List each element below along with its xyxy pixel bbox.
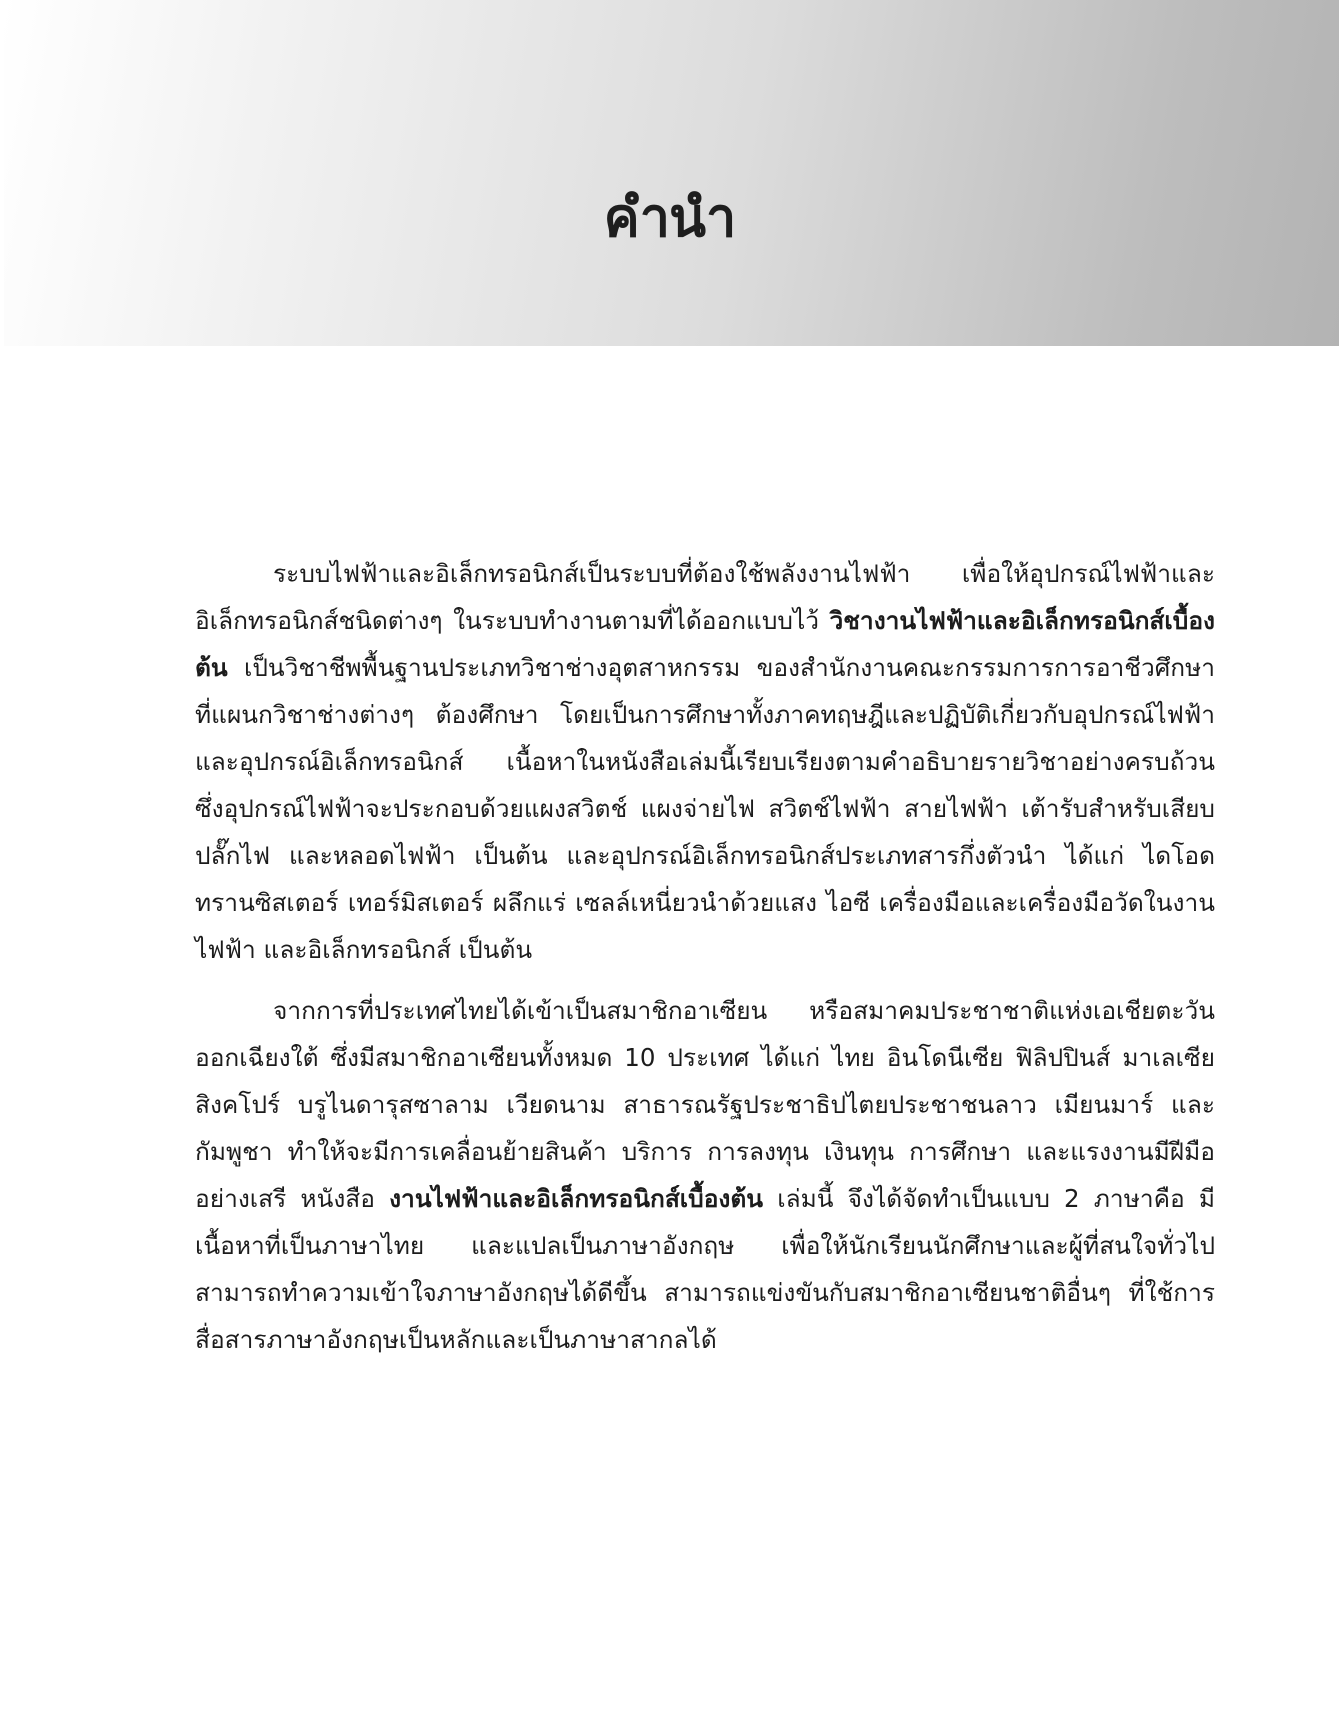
paragraph-2-bold-book-name: งานไฟฟ้าและอิเล็กทรอนิกส์เบื้องต้น xyxy=(389,1184,764,1213)
page-title: คำนำ xyxy=(603,186,736,249)
paragraph-1-text-end: เป็นวิชาชีพพื้นฐานประเภทวิชาช่างอุตสาหกรรม ของสำนักงานคณะกรรมการการอาชีวศึกษา ที่แผนกวิชาช่างต่างๆ ต้องศึกษา โดยเป็นการศึกษาทั้งภาคทฤษฎีและปฏิบัติเกี่ยวกับอุปกรณ์ไฟฟ้าและอุปกรณ์อิเล็กทรอนิกส์ เนื้อหาในหนังสือเล่มนี้เรียบเรียงตามคำอธิบายรายวิชาอย่างครบถ้วน ซึ่งอุปกรณ์ไฟฟ้าจะประกอบด้วยแผงสวิตช์ แผงจ่ายไฟ สวิตช์ไฟฟ้า สายไฟฟ้า เต้ารับสำหรับเสียบปลั๊กไฟ และหลอดไฟฟ้า เป็นต้น และอุปกรณ์อิเล็กทรอนิกส์ประเภทสารกึ่งตัวนำ ได้แก่ ไดโอด ทรานซิสเตอร์ เทอร์มิสเตอร์ ผลึกแร่ เซลล์เหนี่ยวนำด้วยแสง ไอซี เครื่องมือและเครื่องมือวัดในงานไฟฟ้า และอิเล็กทรอนิกส์ เป็นต้น xyxy=(195,653,1215,964)
paragraph-1 xyxy=(195,550,1215,973)
paragraph-1-bold-course-name: วิชางานไฟฟ้าและอิเล็กทรอนิกส์เบื้องต้น xyxy=(195,606,1215,682)
body-text xyxy=(195,550,1215,1377)
paragraph-2-text-end: เล่มนี้ จึงได้จัดทำเป็นแบบ 2 ภาษาคือ มีเนื้อหาที่เป็นภาษาไทย และแปลเป็นภาษาอังกฤษ เพื่อให้นักเรียนนักศึกษาและผู้ที่สนใจทั่วไปสามารถทำความเข้าใจภาษาอังกฤษได้ดีขึ้น สามารถแข่งขันกับสมาชิกอาเซียนชาติอื่นๆ ที่ใช้การสื่อสารภาษาอังกฤษเป็นหลักและเป็นภาษาสากลได้ xyxy=(195,1184,1215,1354)
paragraph-2 xyxy=(195,987,1215,1363)
paragraph-2-text-start: จากการที่ประเทศไทยได้เข้าเป็นสมาชิกอาเซียน หรือสมาคมประชาชาติแห่งเอเชียตะวันออกเฉียงใต้ ซึ่งมีสมาชิกอาเซียนทั้งหมด 10 ประเทศ ได้แก่ ไทย อินโดนีเซีย ฟิลิปปินส์ มาเลเซีย สิงคโปร์ บรูไนดารุสซาลาม เวียดนาม สาธารณรัฐประชาธิปไตยประชาชนลาว เมียนมาร์ และกัมพูชา ทำให้จะมีการเคลื่อนย้ายสินค้า บริการ การลงทุน เงินทุน การศึกษา และแรงงานมีฝีมืออย่างเสรี หนังสือ xyxy=(195,996,1215,1213)
paragraph-1-text-start: ระบบไฟฟ้าและอิเล็กทรอนิกส์เป็นระบบที่ต้องใช้พลังงานไฟฟ้า เพื่อให้อุปกรณ์ไฟฟ้าและอิเล็กทรอนิกส์ชนิดต่างๆ ในระบบทำงานตามที่ได้ออกแบบไว้ xyxy=(195,559,1215,635)
header-band xyxy=(4,0,1339,346)
